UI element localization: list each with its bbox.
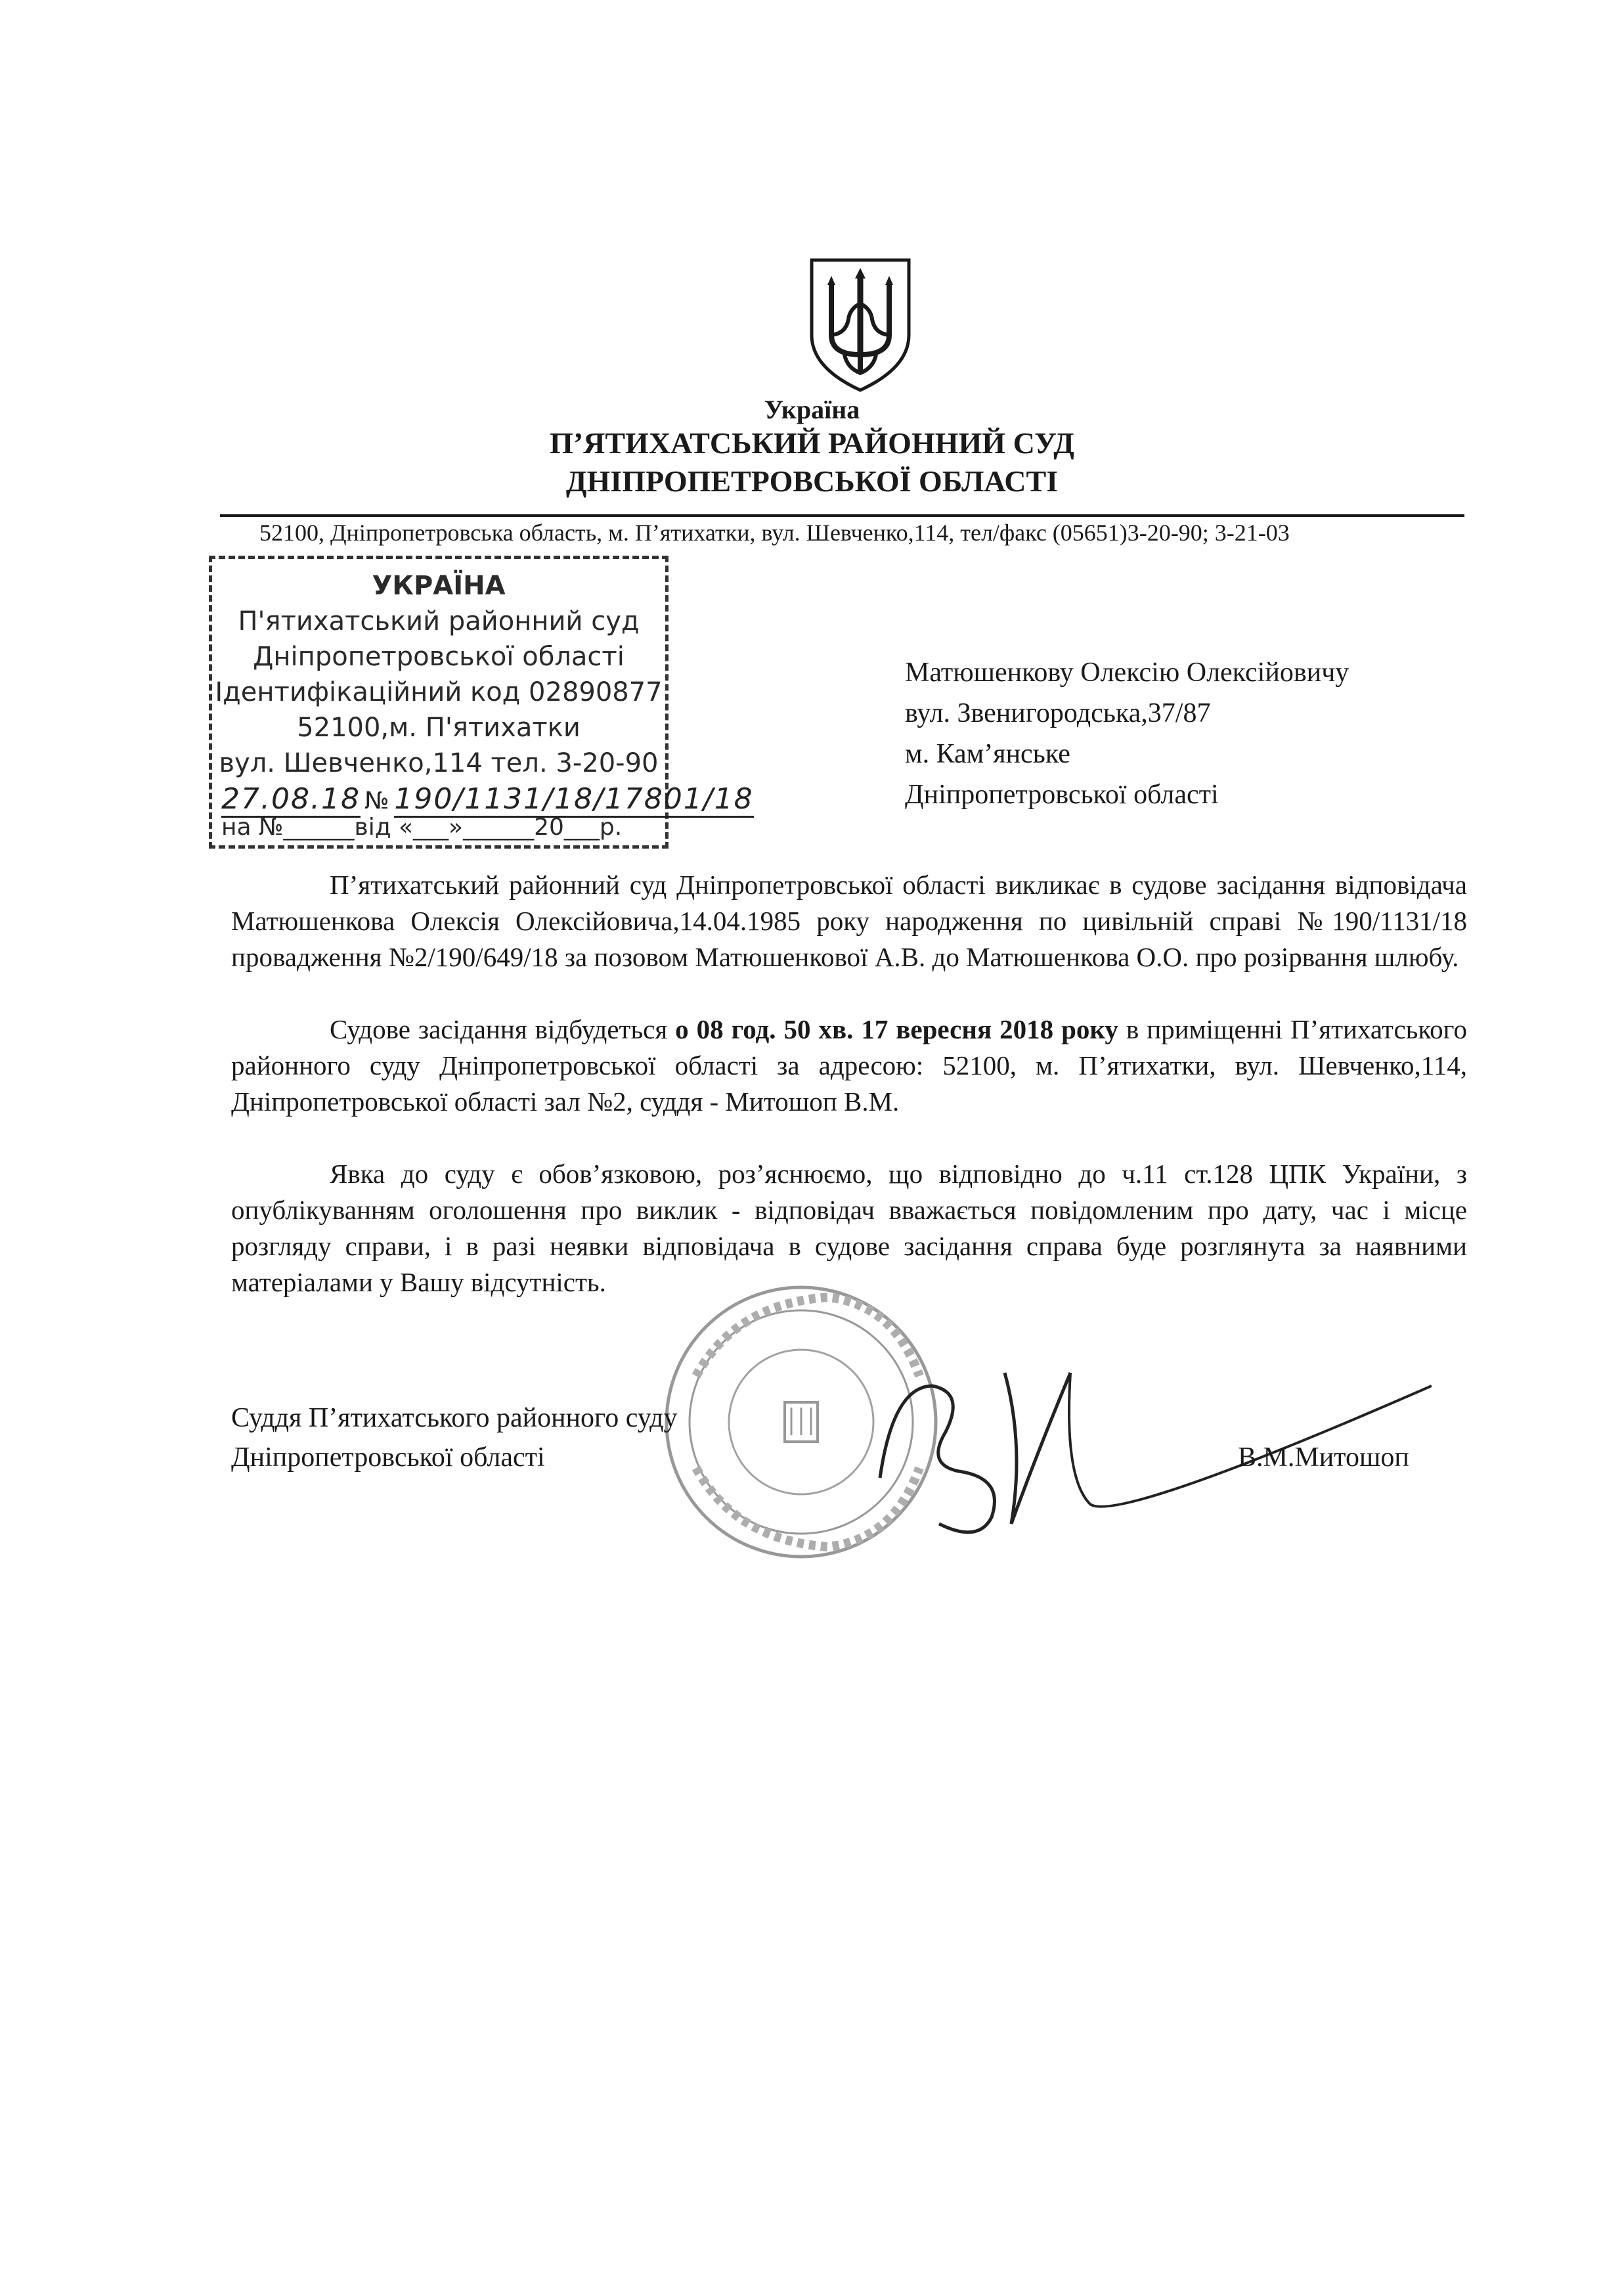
stamp-handwritten-line — [221, 782, 754, 816]
stamp-line-court: П'ятихатський районний суд — [238, 606, 640, 636]
stamp-handwritten-date: 27.08.18 — [221, 782, 361, 818]
header-divider — [220, 514, 1464, 517]
court-address: 52100, Дніпропетровська область, м. П’ятихатки, вул. Шевченко,114, тел/факс (05651)3-20-90; 3-21-03 — [259, 520, 1290, 546]
hearing-paragraph — [231, 1011, 1467, 1120]
hearing-text-end: в приміщенні П’ятихатського районного суду Дніпропетровської області за адресою: 52100, м. П’ятихатки, вул. Шевченко,114, Дніпропетровської області зал №2, суддя - Митошоп В.М. — [231, 1014, 1467, 1117]
stamp-line-country: УКРАЇНА — [372, 571, 506, 601]
hearing-datetime: о 08 год. 50 хв. 17 вересня 2018 року — [675, 1014, 1118, 1044]
summons-paragraph: П’ятихатський районний суд Дніпропетровської області викликає в судове засідання відповідача Матюшенкова Олексія Олексійовича,14.04.1985 року народження по цивільній справі №190/1131/18 провадження №2/190/649/18 за позовом Матюшенкової А.В. до Матюшенкова О.О. про розірвання шлюбу. — [231, 870, 1467, 972]
recipient-street: вул. Звенигородська,37/87 — [905, 698, 1211, 728]
recipient-city: м. Кам’янське — [905, 739, 1070, 769]
recipient-name: Матюшенкову Олексію Олексійовичу — [905, 657, 1350, 688]
trident-emblem-icon — [808, 256, 913, 394]
judge-name: В.М.Митошоп — [1238, 1442, 1409, 1473]
stamp-handwritten-number: 190/1131/18/17801/18 — [394, 782, 753, 818]
stamp-line-region: Дніпропетровської області — [253, 642, 625, 672]
attendance-paragraph: Явка до суду є обов’язковою, роз’яснюємо, що відповідно до ч.11 ст.128 ЦПК України, з опублікуванням оголошення про виклик - відповідач вважається повідомленим про дату, час і місце розгляду справи, і в разі неявки відповідача в судове засідання справа буде розглянута за наявними матеріалами у Вашу відсутність. — [231, 1159, 1467, 1297]
stamp-number-label: № — [364, 788, 391, 814]
signer-title-line2: Дніпропетровської області — [231, 1442, 545, 1473]
stamp-line-city: 52100,м. П'ятихатки — [297, 713, 581, 743]
recipient-region: Дніпропетровської області — [905, 780, 1219, 810]
stamp-line-reference: на №______від «___»______20___р. — [221, 814, 623, 841]
court-heading: П’ЯТИХАТСЬКИЙ РАЙОННИЙ СУД — [550, 426, 1074, 460]
region-heading: ДНІПРОПЕТРОВСЬКОЇ ОБЛАСТІ — [565, 464, 1059, 498]
hearing-text-start: Судове засідання відбудеться — [330, 1014, 676, 1044]
country-heading: Україна — [764, 395, 860, 424]
stamp-line-street: вул. Шевченко,114 тел. 3-20-90 — [219, 748, 659, 778]
stamp-line-code: Ідентифікаційний код 02890877 — [215, 677, 663, 707]
registration-stamp — [209, 556, 754, 849]
signer-title-line1: Суддя П’ятихатського районного суду — [231, 1403, 678, 1433]
